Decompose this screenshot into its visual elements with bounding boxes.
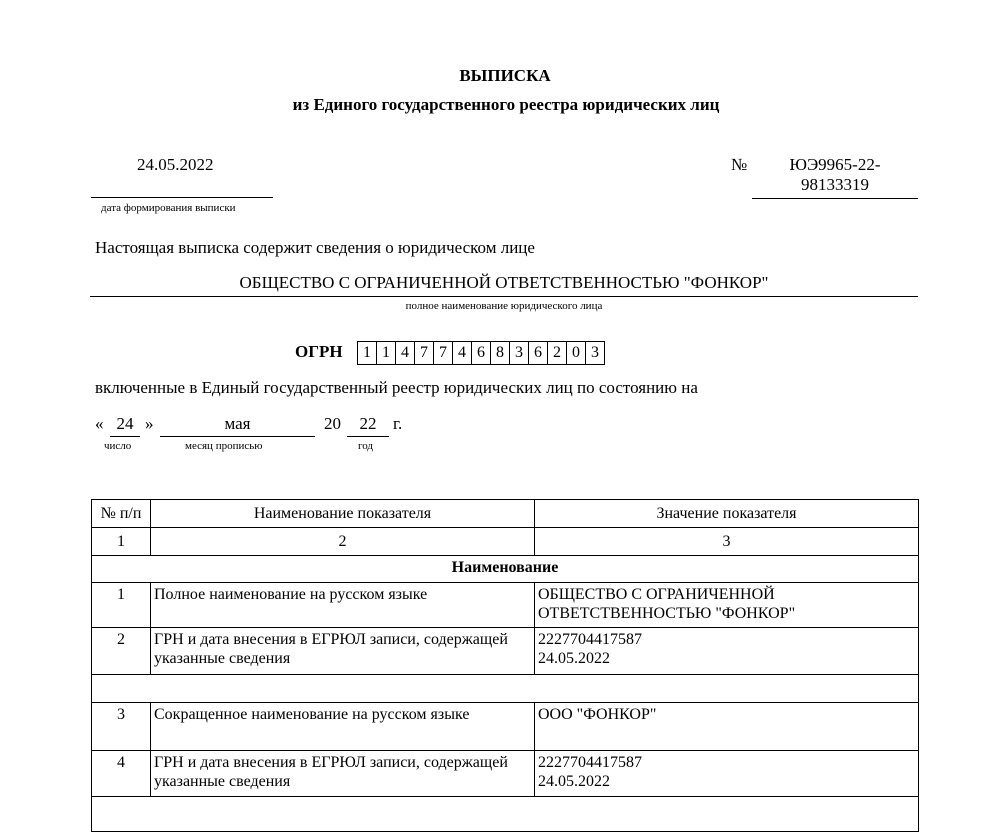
ogrn-digit: 3 [509, 341, 529, 365]
ogrn-digit: 6 [528, 341, 548, 365]
grn-value: 2227704417587 [538, 631, 642, 648]
registry-year: 22 [359, 414, 377, 433]
month-underline [160, 436, 315, 437]
table-row [92, 628, 919, 675]
row-value [535, 751, 919, 797]
row-num: 3 [92, 703, 151, 751]
table-colnum-row [92, 528, 919, 556]
registry-day: 24 [116, 414, 134, 433]
spacer-row [92, 797, 919, 832]
row-indicator: ГРН и дата внесения в ЕГРЮЛ записи, содержащей указанные сведения [151, 628, 535, 675]
row-num: 2 [92, 628, 151, 675]
ogrn-digit: 4 [452, 341, 472, 365]
row-indicator: ГРН и дата внесения в ЕГРЮЛ записи, содержащей указанные сведения [151, 751, 535, 797]
ogrn-label: ОГРН [295, 342, 343, 361]
document-title: ВЫПИСКА [459, 66, 551, 85]
colnum-2: 2 [151, 528, 535, 556]
day-caption: число [104, 440, 132, 452]
ogrn-digit: 7 [433, 341, 453, 365]
header-value: Значение показателя [535, 500, 919, 528]
number-underline [752, 198, 918, 199]
ogrn-digit: 7 [414, 341, 434, 365]
entity-name-underline [90, 296, 918, 297]
extract-date: 24.05.2022 [137, 155, 214, 174]
grn-value: 2227704417587 [538, 754, 642, 771]
ogrn-digit: 1 [357, 341, 377, 365]
ogrn-digit-boxes [357, 341, 605, 365]
row-value: ООО "ФОНКОР" [535, 703, 919, 751]
entity-name-caption: полное наименование юридического лица [405, 300, 603, 312]
colnum-1: 1 [92, 528, 151, 556]
table-header-row [92, 500, 919, 528]
registry-century: 20 [324, 414, 341, 433]
grn-date: 24.05.2022 [538, 773, 610, 790]
year-underline [347, 436, 389, 437]
section-title: Наименование [92, 556, 919, 583]
row-value: ОБЩЕСТВО С ОГРАНИЧЕННОЙ ОТВЕТСТВЕННОСТЬЮ "ФОНКОР" [535, 583, 919, 628]
quote-close: » [145, 414, 154, 433]
day-underline [110, 436, 140, 437]
table-row [92, 751, 919, 797]
info-table [91, 499, 919, 832]
registry-month: мая [224, 414, 251, 433]
year-suffix: г. [393, 414, 403, 433]
row-indicator: Полное наименование на русском языке [151, 583, 535, 628]
ogrn-digit: 4 [395, 341, 415, 365]
table-row [92, 703, 919, 751]
colnum-3: 3 [535, 528, 919, 556]
month-caption: месяц прописью [185, 440, 263, 452]
quote-open: « [95, 414, 104, 433]
ogrn-digit: 6 [471, 341, 491, 365]
section-row [92, 556, 919, 583]
intro-text: Настоящая выписка содержит сведения о юридическом лице [95, 238, 535, 257]
row-num: 4 [92, 751, 151, 797]
table-row [92, 583, 919, 628]
date-caption: дата формирования выписки [101, 202, 236, 214]
document-subtitle: из Единого государственного реестра юридических лиц [292, 95, 720, 114]
row-num: 1 [92, 583, 151, 628]
year-caption: год [358, 440, 374, 452]
ogrn-digit: 0 [566, 341, 586, 365]
header-num: № п/п [92, 500, 151, 528]
grn-date: 24.05.2022 [538, 650, 610, 667]
included-text: включенные в Единый государственный реестр юридических лиц по состоянию на [95, 378, 698, 397]
number-sign: № [731, 155, 748, 174]
ogrn-digit: 8 [490, 341, 510, 365]
ogrn-digit: 1 [376, 341, 396, 365]
header-indicator: Наименование показателя [151, 500, 535, 528]
row-indicator: Сокращенное наименование на русском языке [151, 703, 535, 751]
row-value [535, 628, 919, 675]
ogrn-digit: 3 [585, 341, 605, 365]
extract-number: ЮЭ9965-22-98133319 [789, 155, 881, 194]
ogrn-digit: 2 [547, 341, 567, 365]
spacer-row [92, 675, 919, 703]
entity-full-name: ОБЩЕСТВО С ОГРАНИЧЕННОЙ ОТВЕТСТВЕННОСТЬЮ "ФОНКОР" [239, 273, 769, 292]
date-underline [91, 197, 273, 198]
